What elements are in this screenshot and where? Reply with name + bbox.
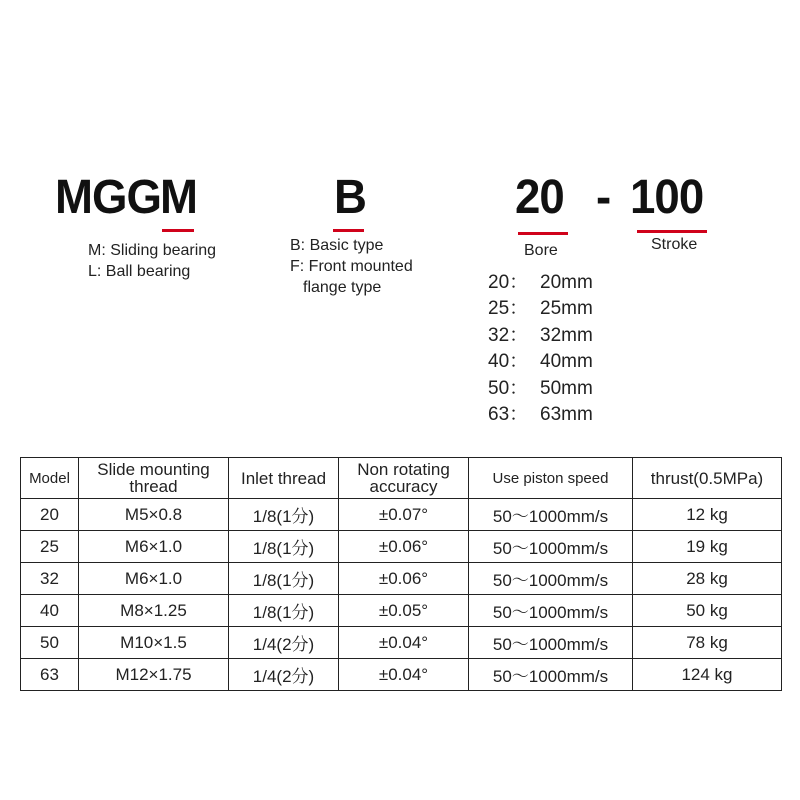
header-thrust: thrust(0.5MPa): [633, 458, 782, 499]
bearing-options: [88, 240, 216, 282]
cell-thrust: 78 kg: [633, 627, 782, 659]
bore-underline: [518, 232, 568, 235]
cell-inlet: 1/4(2分): [229, 627, 339, 659]
bearing-option-ball: L: Ball bearing: [88, 263, 191, 280]
bore-option: 40： 40mm: [488, 351, 593, 373]
bore-option: 63： 63mm: [488, 404, 593, 426]
table-row: [21, 627, 782, 659]
bore-label: Bore: [524, 242, 558, 259]
bore-options-list: [488, 270, 593, 428]
model-stroke-code: 100: [630, 171, 704, 224]
cell-slide: M8×1.25: [79, 595, 229, 627]
cell-inlet: 1/8(1分): [229, 595, 339, 627]
cell-inlet: 1/8(1分): [229, 499, 339, 531]
header-non-rotating: Non rotating accuracy: [339, 458, 469, 499]
cell-accuracy: ±0.07°: [339, 499, 469, 531]
mounting-underline: [333, 229, 364, 232]
mounting-option-front: F: Front mounted: [290, 258, 413, 275]
model-dash: -: [596, 171, 611, 224]
cell-model: 20: [21, 499, 79, 531]
cell-model: 63: [21, 659, 79, 691]
cell-model: 50: [21, 627, 79, 659]
stroke-underline: [637, 230, 707, 233]
cell-slide: M5×0.8: [79, 499, 229, 531]
bore-option: 25： 25mm: [488, 298, 593, 320]
bore-option: 20： 20mm: [488, 272, 593, 293]
stroke-label: Stroke: [651, 236, 698, 253]
cell-thrust: 124 kg: [633, 659, 782, 691]
cell-speed: 50〜1000mm/s: [469, 627, 633, 659]
cell-accuracy: ±0.04°: [339, 659, 469, 691]
cell-slide: M12×1.75: [79, 659, 229, 691]
cell-speed: 50〜1000mm/s: [469, 595, 633, 627]
mounting-option-basic: B: Basic type: [290, 237, 384, 254]
cell-thrust: 50 kg: [633, 595, 782, 627]
cell-inlet: 1/4(2分): [229, 659, 339, 691]
mounting-options: [290, 235, 413, 298]
bore-option: 50： 50mm: [488, 377, 593, 399]
cell-accuracy: ±0.06°: [339, 563, 469, 595]
cell-slide: M6×1.0: [79, 563, 229, 595]
header-model: Model: [21, 458, 79, 499]
model-bearing-code: M: [160, 171, 198, 224]
cell-model: 25: [21, 531, 79, 563]
cell-speed: 50〜1000mm/s: [469, 659, 633, 691]
table-row: [21, 659, 782, 691]
model-mounting-code: B: [334, 171, 366, 224]
header-speed: Use piston speed: [469, 458, 633, 499]
cell-accuracy: ±0.06°: [339, 531, 469, 563]
cell-speed: 50〜1000mm/s: [469, 531, 633, 563]
header-inlet: Inlet thread: [229, 458, 339, 499]
table-row: [21, 563, 782, 595]
cell-accuracy: ±0.04°: [339, 627, 469, 659]
table-row: [21, 531, 782, 563]
cell-thrust: 12 kg: [633, 499, 782, 531]
cell-thrust: 28 kg: [633, 563, 782, 595]
model-bore-code: 20: [515, 171, 564, 224]
table-row: [21, 499, 782, 531]
table-header-row: [21, 458, 782, 499]
bore-option: 32： 32mm: [488, 324, 593, 346]
mounting-option-front-cont: flange type: [303, 279, 382, 296]
cell-speed: 50〜1000mm/s: [469, 563, 633, 595]
cell-speed: 50〜1000mm/s: [469, 499, 633, 531]
cell-thrust: 19 kg: [633, 531, 782, 563]
spec-table: [20, 457, 782, 691]
bearing-option-sliding: M: Sliding bearing: [88, 242, 217, 259]
bearing-underline: [162, 229, 194, 232]
cell-inlet: 1/8(1分): [229, 531, 339, 563]
model-series: MGG: [55, 171, 162, 224]
cell-accuracy: ±0.05°: [339, 595, 469, 627]
cell-slide: M6×1.0: [79, 531, 229, 563]
cell-inlet: 1/8(1分): [229, 563, 339, 595]
cell-slide: M10×1.5: [79, 627, 229, 659]
cell-model: 40: [21, 595, 79, 627]
cell-model: 32: [21, 563, 79, 595]
table-row: [21, 595, 782, 627]
header-slide-mounting: Slide mounting thread: [79, 458, 229, 499]
